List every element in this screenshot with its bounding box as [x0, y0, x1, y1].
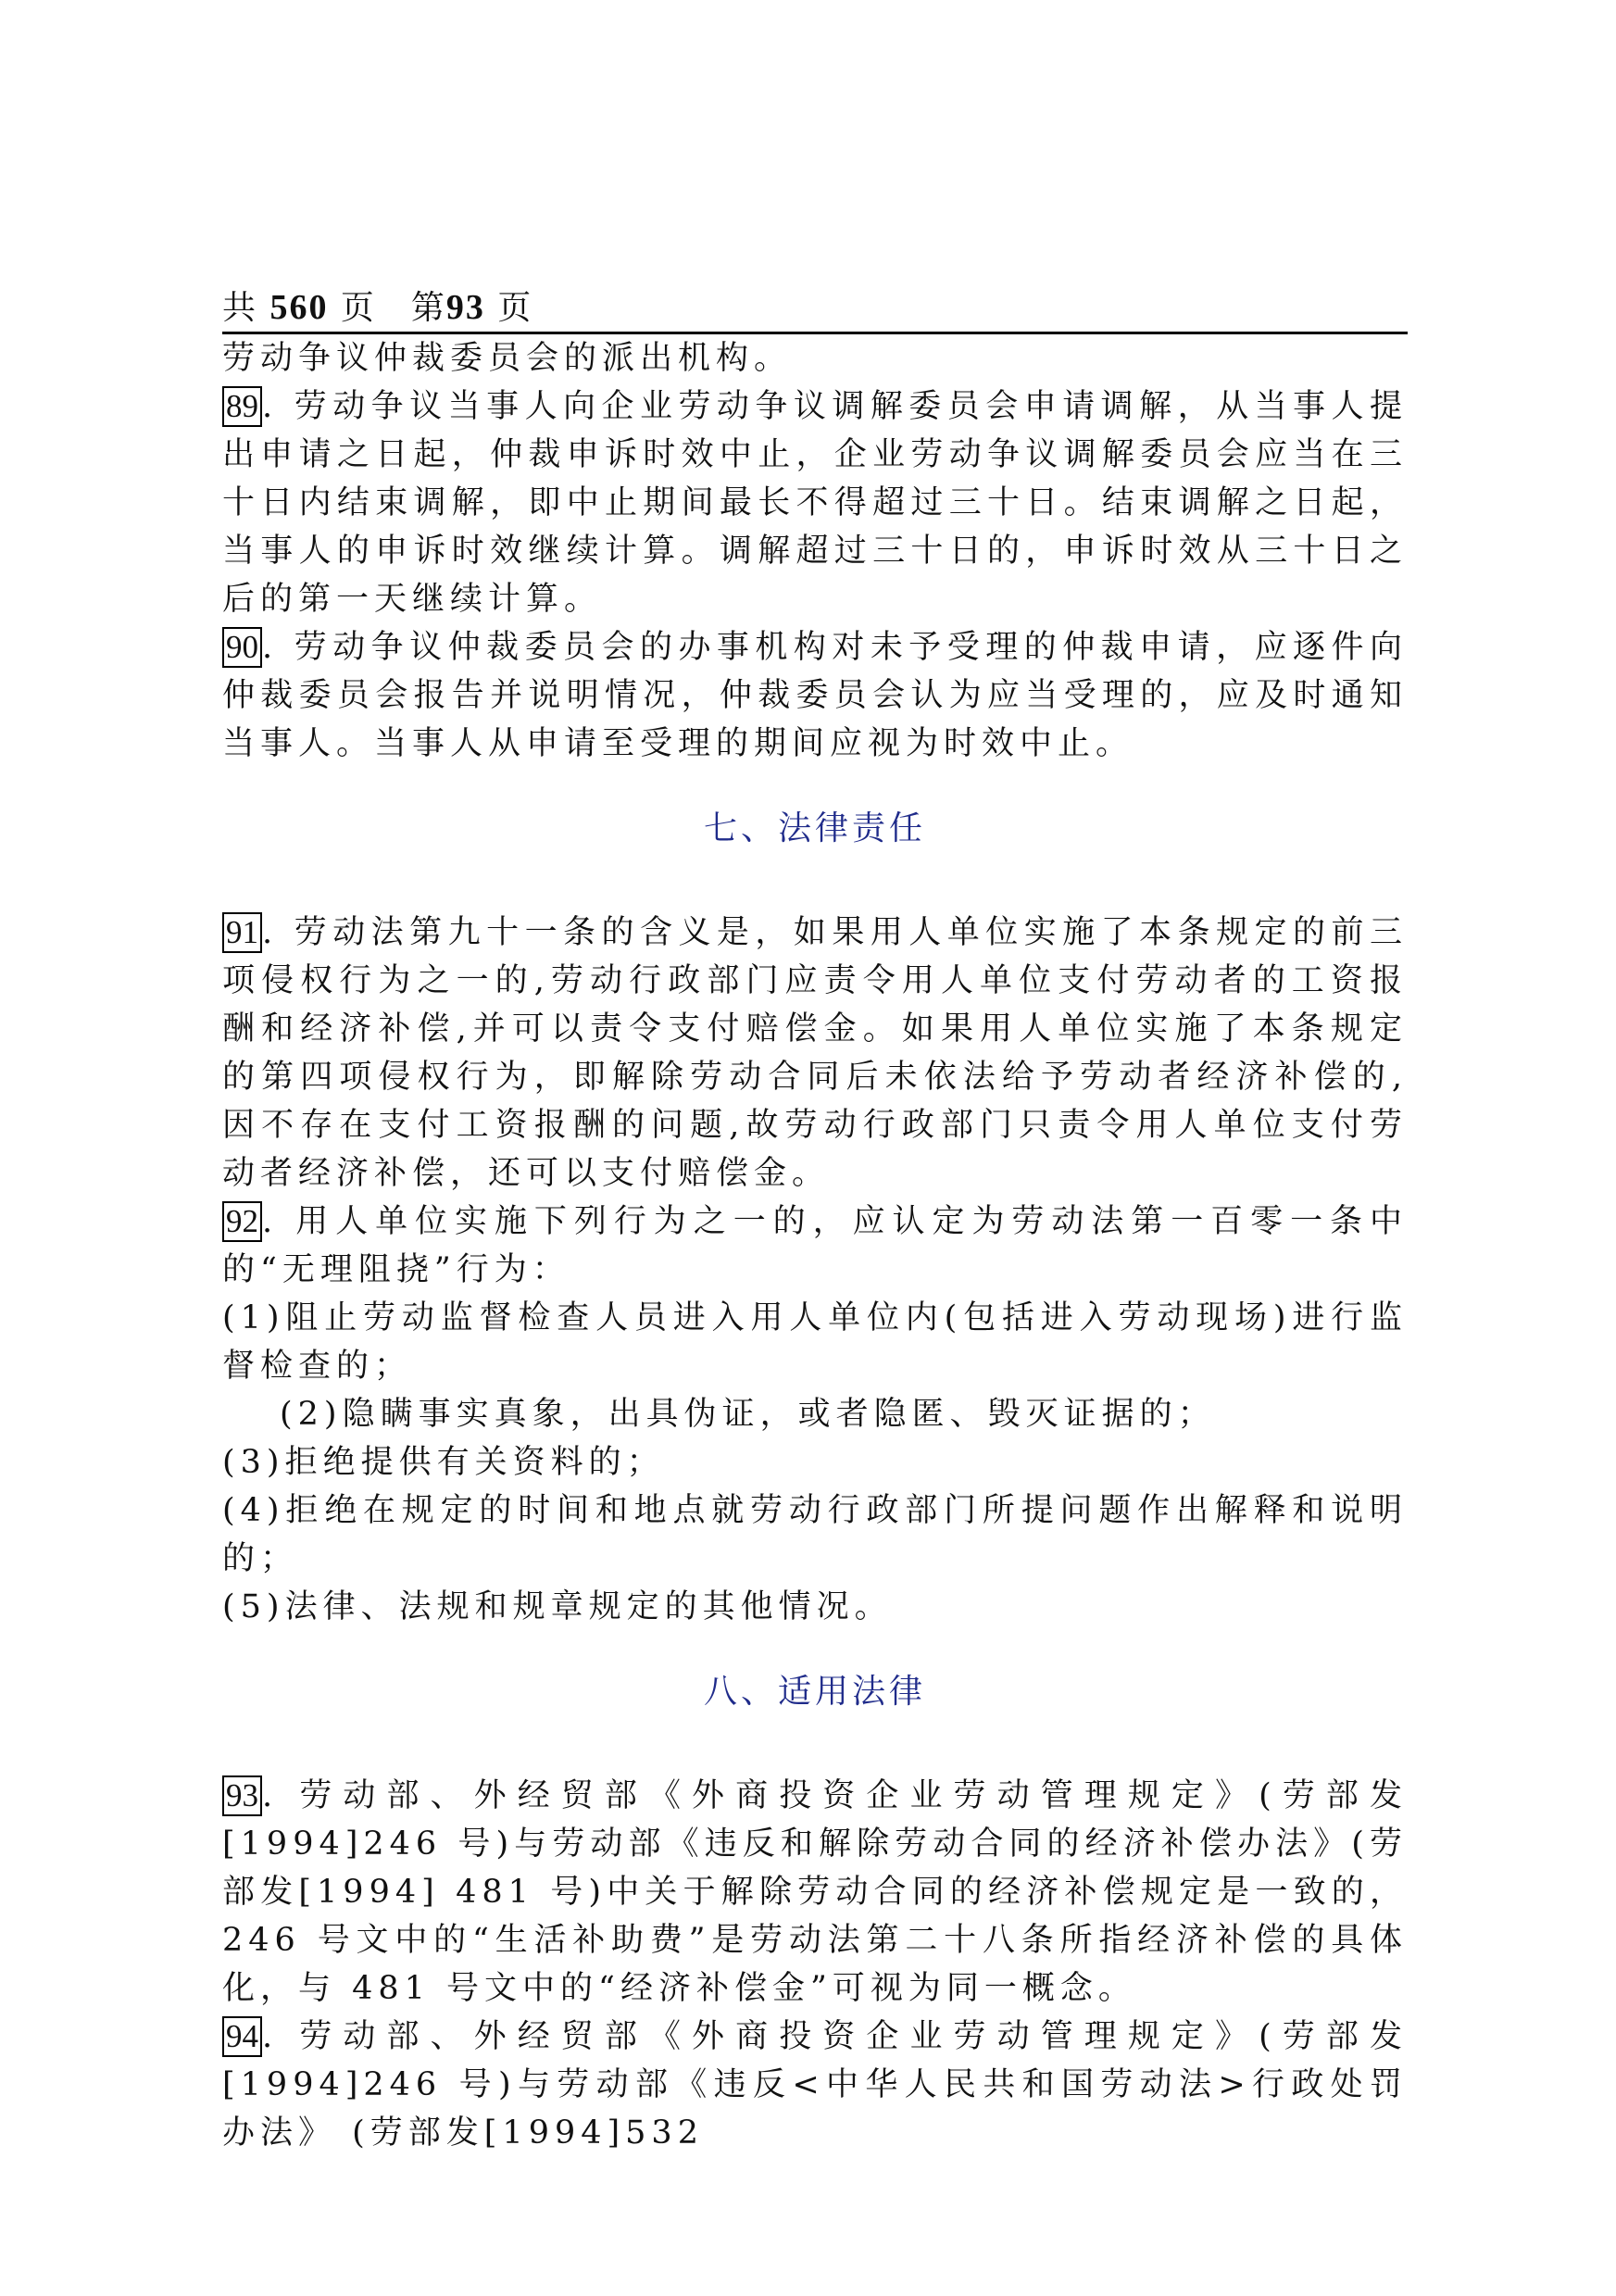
item-93 [222, 1772, 1408, 2013]
item-number-box: 92 [222, 1201, 262, 1242]
item-number-box: 94 [222, 2016, 262, 2057]
header-pre: 共 [222, 289, 270, 327]
sub-item-3: (3)拒绝提供有关资料的； [222, 1444, 665, 1481]
page-header [222, 285, 1408, 334]
sub-item-1: (1)阻止劳动监督检查人员进入用人单位内(包括进入劳动现场)进行监督检查的； [222, 1299, 1408, 1385]
item-text: . 劳动法第九十一条的含义是，如果用人单位实施了本条规定的前三项侵权行为之一的,劳动行政部门应责令用人单位支付劳动者的工资报酬和经济补偿,并可以责令支付赔偿金。如果用人单位实施了本条规定的第四项侵权行为，即解除劳动合同后未依法给予劳动者经济补偿的,因不存在支付工资报酬的问题,故劳动行政部门只责令用人单位支付劳动者经济补偿，还可以支付赔偿金。 [222, 914, 1408, 1192]
item-90 [222, 623, 1408, 768]
item-89 [222, 383, 1408, 623]
current-page: 93 [445, 288, 485, 327]
item-text: . 劳动部、外经贸部《外商投资企业劳动管理规定》(劳部发[1994]246 号)与劳动部《违反和解除劳动合同的经济补偿办法》(劳部发[1994] 481 号)中关于解除劳动合同的经济补偿规定是一致的，246 号文中的“生活补助费”是劳动法第二十八条所指经济补偿的具体化，与 481 号文中的“经济补偿金”可视为同一概念。 [222, 1777, 1408, 2007]
item-text: . 劳动争议仲裁委员会的办事机构对未予受理的仲裁申请，应逐件向仲裁委员会报告并说明情况，仲裁委员会认为应当受理的，应及时通知当事人。当事人从申请至受理的期间应视为时效中止。 [222, 629, 1408, 762]
section-heading-7: 七、法律责任 [703, 809, 926, 847]
item-text: . 劳动争议当事人向企业劳动争议调解委员会申请调解，从当事人提出申请之日起，仲裁申诉时效中止，企业劳动争议调解委员会应当在三十日内结束调解，即中止期间最长不得超过三十日。结束调解之日起，当事人的申诉时效继续计算。调解超过三十日的，申诉时效从三十日之后的第一天继续计算。 [222, 388, 1408, 618]
total-pages: 560 [269, 288, 329, 327]
item-text: . 用人单位实施下列行为之一的，应认定为劳动法第一百零一条中的“无理阻挠”行为： [222, 1203, 1408, 1288]
sub-item-2: (2)隐瞒事实真象，出具伪证，或者隐匿、毁灭证据的； [280, 1396, 1216, 1433]
document-page [222, 285, 1408, 2157]
item-number-box: 93 [222, 1775, 262, 1816]
item-number-box: 89 [222, 386, 262, 427]
continuation-text: 劳动争议仲裁委员会的派出机构。 [222, 340, 793, 377]
item-94 [222, 2013, 1408, 2157]
sub-item-4: (4)拒绝在规定的时间和地点就劳动行政部门所提问题作出解释和说明的； [222, 1492, 1408, 1577]
item-92 [222, 1198, 1408, 1294]
item-text: . 劳动部、外经贸部《外商投资企业劳动管理规定》(劳部发[1994]246 号)与劳动部《违反<中华人民共和国劳动法>行政处罚办法》 (劳部发[1994]532 [222, 2018, 1408, 2152]
header-post: 页 [484, 289, 533, 327]
sub-item-5: (5)法律、法规和规章规定的其他情况。 [222, 1588, 893, 1625]
header-mid: 页 第 [328, 289, 446, 327]
item-91 [222, 909, 1408, 1198]
item-number-box: 91 [222, 912, 262, 953]
item-number-box: 90 [222, 627, 262, 668]
section-heading-8: 八、适用法律 [703, 1673, 926, 1711]
